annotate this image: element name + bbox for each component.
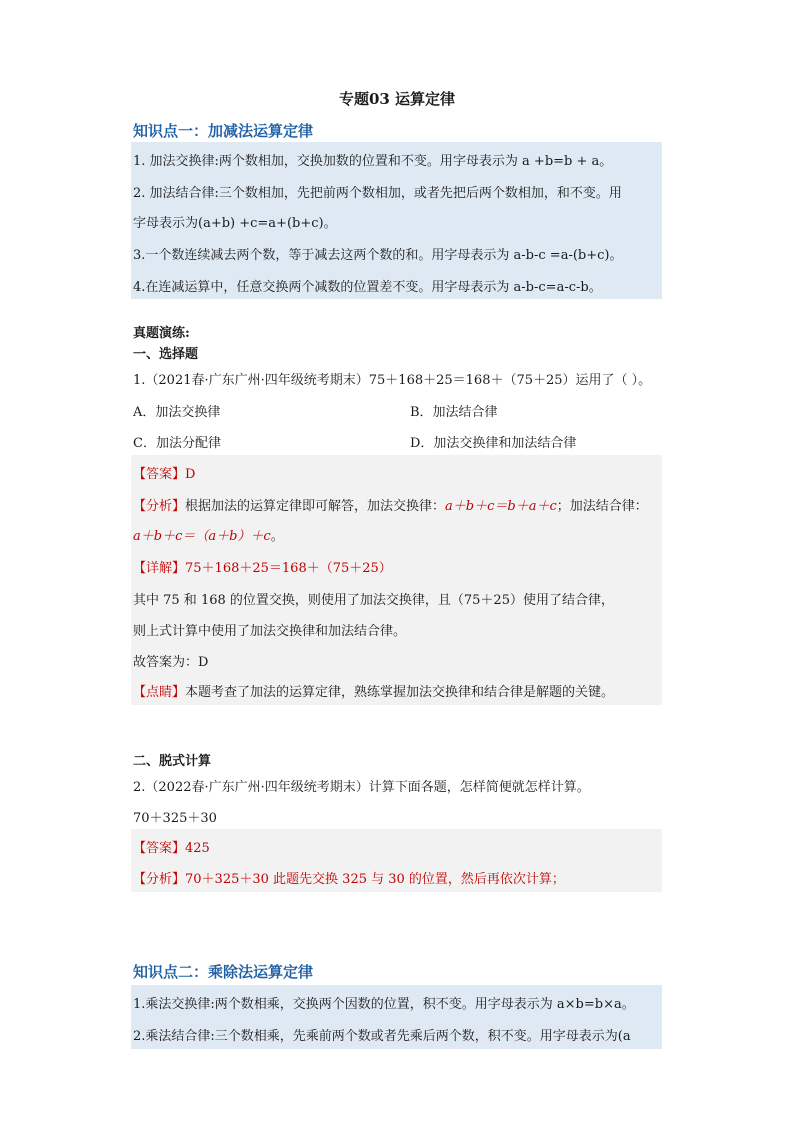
section-heading-calculation: 二、脱式计算: [133, 754, 212, 769]
q1-comment-line: [133, 681, 614, 700]
q2-analysis-line: [133, 868, 565, 887]
knowledge-point-1-heading: 知识点一：加减法运算定律: [133, 122, 314, 140]
q1-analysis-line: [133, 495, 648, 514]
knowledge-point-2-box: [131, 985, 662, 1049]
section-heading-choice: 一、选择题: [133, 347, 199, 362]
analysis-tag: 【分析】: [133, 499, 186, 514]
kp1-line-5: 4.在连减运算中，任意交换两个减数的位置差不变。用字母表示为 a-b-c=a-c-b。: [133, 280, 602, 295]
question-2-solution-box: [131, 829, 662, 892]
analysis-formula-associative: a＋b＋c＝（a＋b）＋c: [133, 529, 271, 544]
q1-detail-line-3: 则上式计算中使用了加法交换律和加法结合律。: [133, 624, 407, 639]
analysis-text: 根据加法的运算定律即可解答，加法交换律：: [185, 499, 446, 514]
detail-tag: 【详解】: [133, 561, 186, 576]
q2-answer-tag: 【答案】: [133, 841, 186, 856]
question-2-expression: 70＋325＋30: [133, 811, 217, 826]
q2-analysis-tag: 【分析】: [133, 872, 186, 887]
q1-detail-line-2: 其中 75 和 168 的位置交换，则使用了加法交换律，且（75＋25）使用了结合律，: [133, 593, 614, 608]
comment-text: 本题考查了加法的运算定律，熟练掌握加法交换律和结合律是解题的关键。: [185, 685, 615, 700]
comment-tag: 【点睛】: [133, 685, 186, 700]
answer-value: D: [185, 467, 196, 482]
question-1-option-d: D．加法交换律和加法结合律: [410, 436, 577, 451]
page-title: 专题03 运算定律: [338, 90, 456, 108]
analysis-end: 。: [270, 529, 284, 544]
practice-label: 真题演练:: [133, 326, 190, 341]
question-1-stem: 1.（2021春·广东广州·四年级统考期末）75＋168＋25＝168＋（75＋25）运用了（ ）。: [133, 373, 652, 388]
analysis-formula-commutative: a＋b＋c＝b＋a＋c: [445, 499, 557, 514]
question-1-solution-box: [131, 455, 662, 705]
question-1-option-a: A．加法交换律: [133, 405, 221, 420]
answer-tag: 【答案】: [133, 467, 186, 482]
q1-detail-line: [133, 557, 392, 576]
kp1-line-4: 3.一个数连续减去两个数，等于减去这两个数的和。用字母表示为 a-b-c =a-(b+c)。: [133, 248, 623, 263]
kp2-line-2: 2.乘法结合律:三个数相乘，先乘前两个数或者先乘后两个数，积不变。用字母表示为(a: [133, 1029, 631, 1044]
detail-expression: 75＋168＋25＝168＋（75＋25）: [185, 561, 392, 576]
question-1-option-c: C．加法分配律: [133, 436, 221, 451]
q1-detail-line-4: 故答案为：D: [133, 655, 209, 670]
q2-answer-line: [133, 837, 210, 856]
q1-answer-line: [133, 463, 195, 482]
q1-analysis-line-2: [133, 525, 284, 544]
knowledge-point-1-box: [131, 142, 662, 299]
analysis-mid: ；加法结合律：: [556, 499, 648, 514]
q2-analysis-text: 70＋325＋30 此题先交换 325 与 30 的位置，然后再依次计算；: [185, 872, 565, 887]
kp1-line-2: 2. 加法结合律:三个数相加，先把前两个数相加，或者先把后两个数相加，和不变。用: [133, 186, 622, 201]
question-1-option-b: B．加法结合律: [410, 405, 498, 420]
knowledge-point-2-heading: 知识点二：乘除法运算定律: [133, 963, 314, 981]
kp2-line-1: 1.乘法交换律:两个数相乘，交换两个因数的位置，积不变。用字母表示为 a×b=b×a。: [133, 997, 635, 1012]
kp1-line-3: 字母表示为(a+b) +c=a+(b+c)。: [133, 216, 337, 231]
q2-answer-value: 425: [185, 841, 210, 856]
kp1-line-1: 1. 加法交换律:两个数相加，交换加数的位置和不变。用字母表示为 a +b=b + a。: [133, 154, 613, 169]
question-2-stem: 2.（2022春·广东广州·四年级统考期末）计算下面各题，怎样简便就怎样计算。: [133, 780, 590, 795]
